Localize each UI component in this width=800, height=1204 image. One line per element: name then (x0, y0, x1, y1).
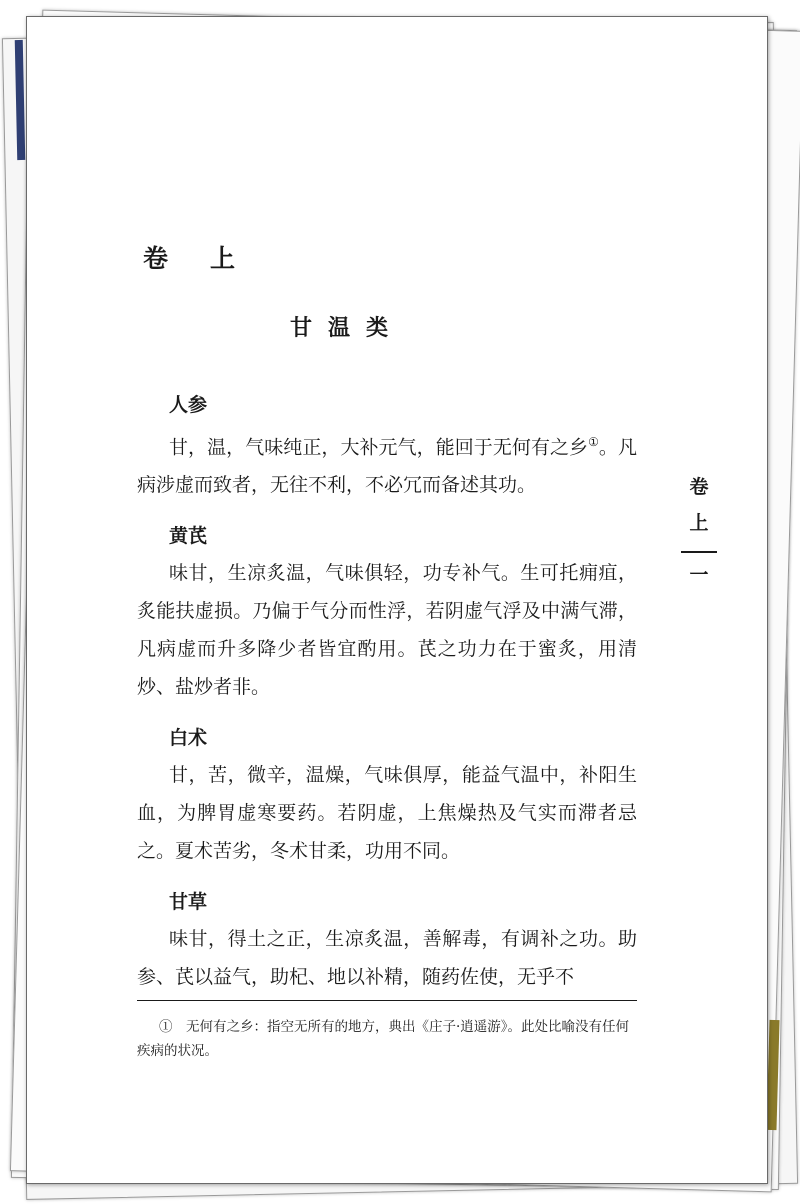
herb-entry-huangqi (137, 518, 637, 706)
herb-name: 黄芪 (169, 525, 208, 548)
running-head (679, 469, 719, 587)
herb-entry-renshen (137, 387, 637, 504)
herb-description: 味甘，得土之正，生凉炙温，善解毒，有调补之功。助参、芪以益气，助杞、地以补精，随药佐使，无乎不 (137, 928, 637, 989)
herb-name: 甘草 (169, 891, 208, 914)
footnote: ① 无何有之乡：指空无所有的地方，典出《庄子·逍遥游》。此处比喻没有任何疾病的状况。 (137, 1019, 630, 1059)
page-number: 一 (689, 564, 709, 586)
running-head-rule (681, 551, 717, 553)
footnote-divider (137, 1000, 637, 1001)
herb-name: 白术 (169, 727, 208, 750)
herb-entry-baizhu (137, 720, 637, 870)
chapter-title: 卷上 (143, 244, 278, 273)
herb-entry-gancao (137, 884, 637, 996)
section-title: 甘温类 (289, 315, 404, 341)
herb-name: 人参 (169, 394, 208, 416)
herb-entries (137, 387, 637, 1010)
herb-description: 甘，温，气味纯正，大补元气，能回于无何有之乡①。凡病涉虚而致者，无往不利，不必冗而备述其功。 (137, 435, 637, 497)
running-head-char: 卷 (689, 476, 709, 498)
footnote-marker[interactable]: ① (588, 435, 599, 449)
running-head-char: 上 (689, 512, 709, 534)
herb-description: 味甘，生凉炙温，气味俱轻，功专补气。生可托痈疽，炙能扶虚损。乃偏于气分而性浮，若阴虚气浮及中满气滞，凡病虚而升多降少者皆宜酌用。芪之功力在于蜜炙，用清炒、盐炒者非。 (137, 562, 637, 699)
book-page (26, 16, 768, 1184)
herb-description: 甘，苦，微辛，温燥，气味俱厚，能益气温中，补阳生血，为脾胃虚寒要药。若阴虚，上焦燥热及气实而滞者忌之。夏术苦劣，冬术甘柔，功用不同。 (137, 764, 637, 863)
